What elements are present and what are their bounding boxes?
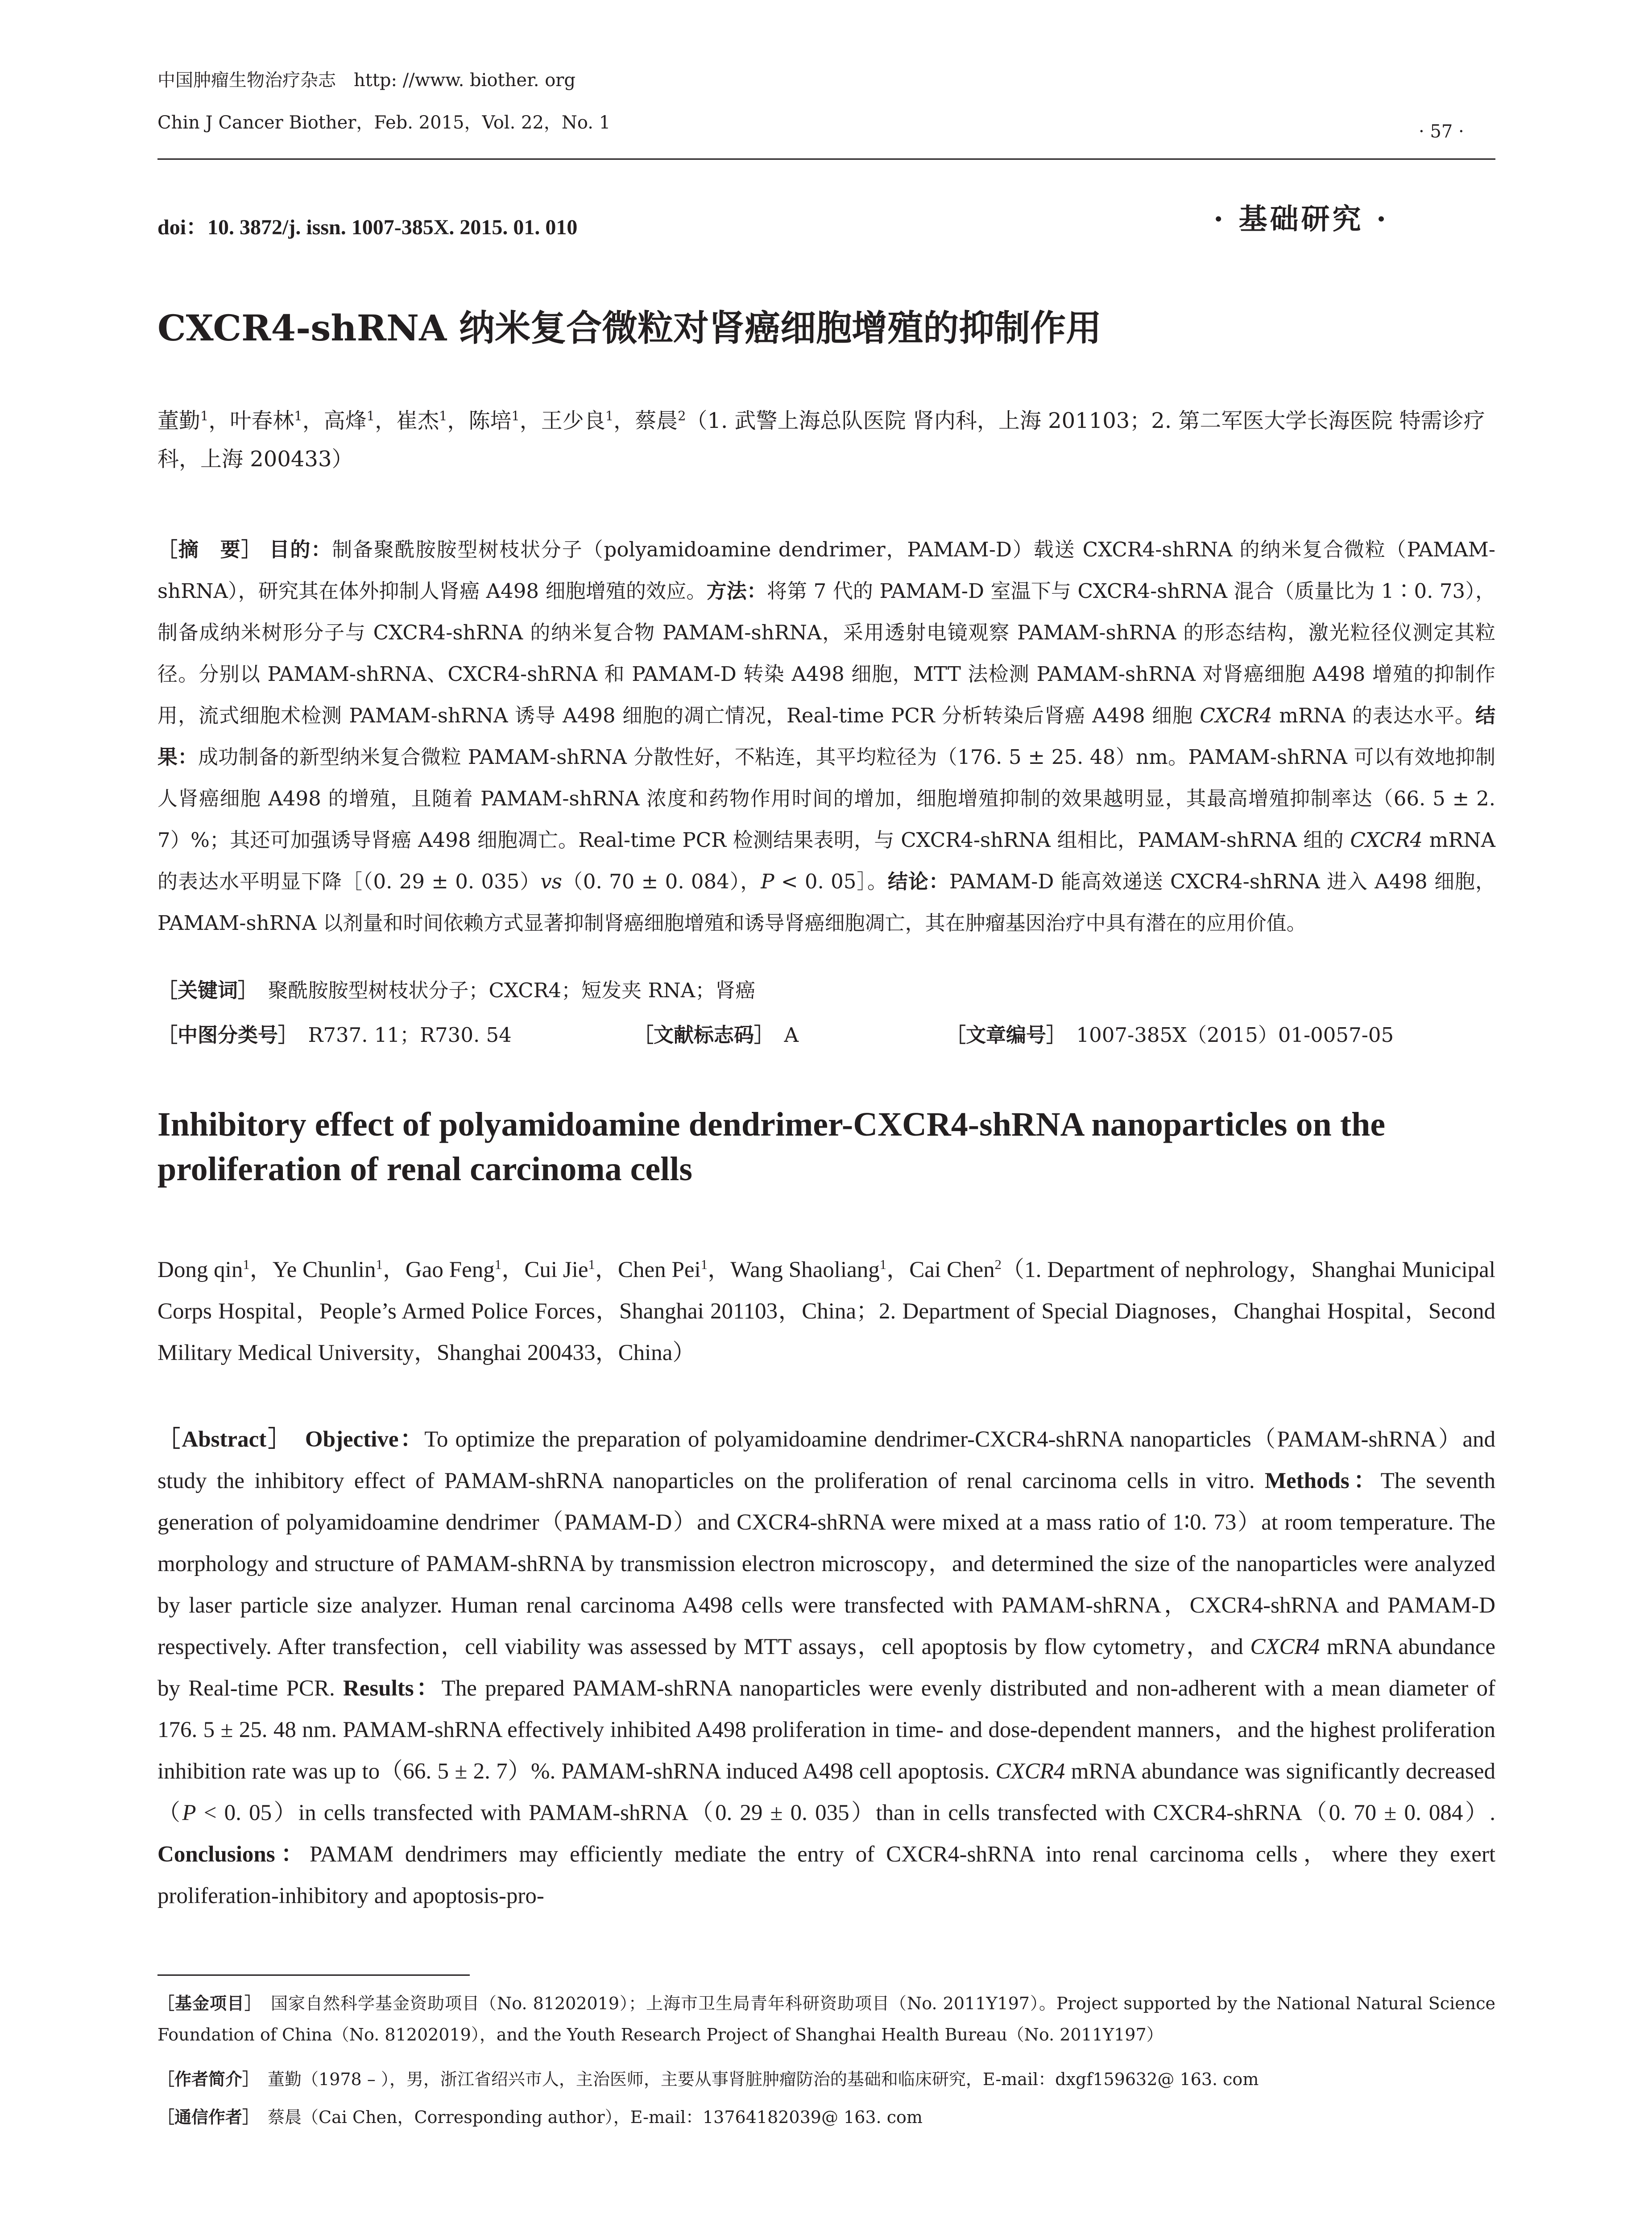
page-number: · 57 ·: [1419, 121, 1464, 142]
journal-citation-en: Chin J Cancer Biother，Feb. 2015，Vol. 22，No. 1: [157, 112, 611, 133]
footnote-rule: [157, 1974, 470, 1976]
section-label: · 基础研究 ·: [1213, 203, 1389, 236]
abstract-cn-label: ［摘 要］: [157, 538, 262, 561]
authors-en: Dong qin$^1$，Ye Chunlin$^1$，Gao Feng$^1$，Cui Jie$^1$，Chen Pei$^1$，Wang Shaoliang$^1$，Cai Chen$^2$（1. Department of nephrology，Shanghai Municipal Corps Hospital，People’s Armed Police Forces，Shanghai 201103，China；2. Department of Special Diagnoses，Changhai Hospital，Second Military Medical University，Shanghai 200433，China）: [157, 1257, 1495, 1365]
keywords: ［关键词］ 聚酰胺胺型树枝状分子；CXCR4；短发夹 RNA；肾癌: [157, 979, 756, 1002]
abstract-en-label: ［Abstract］: [157, 1427, 281, 1452]
footnote-author-bio: ［作者简介］ 董勤（1978 – ），男，浙江省绍兴市人，主治医师，主要从事肾脏肿瘤防治的基础和临床研究，E-mail：dxgf159632@ 163. com: [157, 2069, 1259, 2089]
footnote-corresponding: ［通信作者］ 蔡晨（Cai Chen，Corresponding author），E-mail：13764182039@ 163. com: [157, 2107, 923, 2127]
title-en: Inhibitory effect of polyamidoamine dendrimer-CXCR4-shRNA nanoparticles on the proliferation of renal carcinoma cells: [157, 1106, 1386, 1188]
authors-cn: 董勤$^1$，叶春林$^1$，高烽$^1$，崔杰$^1$，陈培$^1$，王少良$^1$，蔡晨$^2$（1. 武警上海总队医院 肾内科，上海 201103；2. 第二军医大学长海医院 特需诊疗科，上海 200433）: [157, 408, 1485, 472]
footnote-funding: ［基金项目］ 国家自然科学基金资助项目（No. 81202019）；上海市卫生局青年科研资助项目（No. 2011Y197）。Project supported by the National Natural Science Foundation of China（No. 81202019），and the Youth Research Project of Shanghai Health Bureau（No. 2011Y197）: [157, 1993, 1495, 2044]
header-rule: [157, 158, 1495, 160]
affiliation-cn: （1. 武警上海总队医院 肾内科，上海 201103；2. 第二军医大学长海医院 特需诊疗科，上海 200433）: [157, 408, 1485, 472]
abstract-cn: ［摘 要］ 目的：制备聚酰胺胺型树枝状分子（polyamidoamine dendrimer，PAMAM-D）载送 CXCR4-shRNA 的纳米复合微粒（PAMAM-shRNA），研究其在体外抑制人肾癌 A498 细胞增殖的效应。方法：将第 7 代的 PAMAM-D 室温下与 CXCR4-shRNA 混合（质量比为 1∶0. 73），制备成纳米树形分子与 CXCR4-shRNA 的纳米复合物 PAMAM-shRNA，采用透射电镜观察 PAMAM-shRNA 的形态结构，激光粒径仪测定其粒径。分别以 PAMAM-shRNA、CXCR4-shRNA 和 PAMAM-D 转染 A498 细胞，MTT 法检测 PAMAM-shRNA 对肾癌细胞 A498 增殖的抑制作用，流式细胞术检测 PAMAM-shRNA 诱导 A498 细胞的凋亡情况，Real-time PCR 分析转染后肾癌 A498 细胞 CXCR4 mRNA 的表达水平。结果：成功制备的新型纳米复合微粒 PAMAM-shRNA 分散性好，不粘连，其平均粒径为（176. 5 ± 25. 48）nm。PAMAM-shRNA 可以有效地抑制人肾癌细胞 A498 的增殖，且随着 PAMAM-shRNA 浓度和药物作用时间的增加，细胞增殖抑制的效果越明显，其最高增殖抑制率达（66. 5 ± 2. 7）%；其还可加强诱导肾癌 A498 细胞凋亡。Real-time PCR 检测结果表明，与 CXCR4-shRNA 组相比，PAMAM-shRNA 组的 CXCR4 mRNA 的表达水平明显下降［（0. 29 ± 0. 035）vs（0. 70 ± 0. 084），P < 0. 05］。结论：PAMAM-D 能高效递送 CXCR4-shRNA 进入 A498 细胞，PAMAM-shRNA 以剂量和时间依赖方式显著抑制肾癌细胞增殖和诱导肾癌细胞凋亡，其在肿瘤基因治疗中具有潜在的应用价值。: [157, 538, 1495, 935]
article-id: ［文章编号］ 1007-385X（2015）01-0057-05: [946, 1023, 1394, 1047]
document-code: ［文献标志码］ A: [633, 1023, 799, 1047]
abstract-en: ［Abstract］ Objective：To optimize the preparation of polyamidoamine dendrimer-CXCR4-shRNA nanoparticles（PAMAM-shRNA）and study the inhibitory effect of PAMAM-shRNA nanoparticles on the proliferation of renal carcinoma cells in vitro. Methods：The seventh generation of polyamidoamine dendrimer（PAMAM-D）and CXCR4-shRNA were mixed at a mass ratio of 1∶0. 73）at room temperature. The morphology and structure of PAMAM-shRNA by transmission electron microscopy，and determined the size of the nanoparticles were analyzed by laser particle size analyzer. Human renal carcinoma A498 cells were transfected with PAMAM-shRNA，CXCR4-shRNA and PAMAM-D respectively. After transfection，cell viability was assessed by MTT assays，cell apoptosis by flow cytometry，and CXCR4 mRNA abundance by Real-time PCR. Results：The prepared PAMAM-shRNA nanoparticles were evenly distributed and non-adherent with a mean diameter of 176. 5 ± 25. 48 nm. PAMAM-shRNA effectively inhibited A498 proliferation in time- and dose-dependent manners，and the highest proliferation inhibition rate was up to（66. 5 ± 2. 7）%. PAMAM-shRNA induced A498 cell apoptosis. CXCR4 mRNA abundance was significantly decreased（P < 0. 05）in cells transfected with PAMAM-shRNA（0. 29 ± 0. 035）than in cells transfected with CXCR4-shRNA（0. 70 ± 0. 084）. Conclusions：PAMAM dendrimers may efficiently mediate the entry of CXCR4-shRNA into renal carcinoma cells，where they exert proliferation-inhibitory and apoptosis-pro-: [157, 1427, 1496, 1908]
title-cn: CXCR4-shRNA 纳米复合微粒对肾癌细胞增殖的抑制作用: [157, 307, 1102, 349]
clc-number: ［中图分类号］ R737. 11；R730. 54: [157, 1023, 512, 1047]
affiliation-en: （1. Department of nephrology，Shanghai Municipal Corps Hospital，People’s Armed Police Forces，Shanghai 201103，China；2. Department of Special Diagnoses，Changhai Hospital，Second Military Medical University，Shanghai 200433，China）: [157, 1257, 1495, 1365]
journal-name-cn: 中国肿瘤生物治疗杂志 http: //www. biother. org: [157, 70, 576, 91]
doi: doi：10. 3872/j. issn. 1007-385X. 2015. 01. 010: [157, 216, 578, 239]
